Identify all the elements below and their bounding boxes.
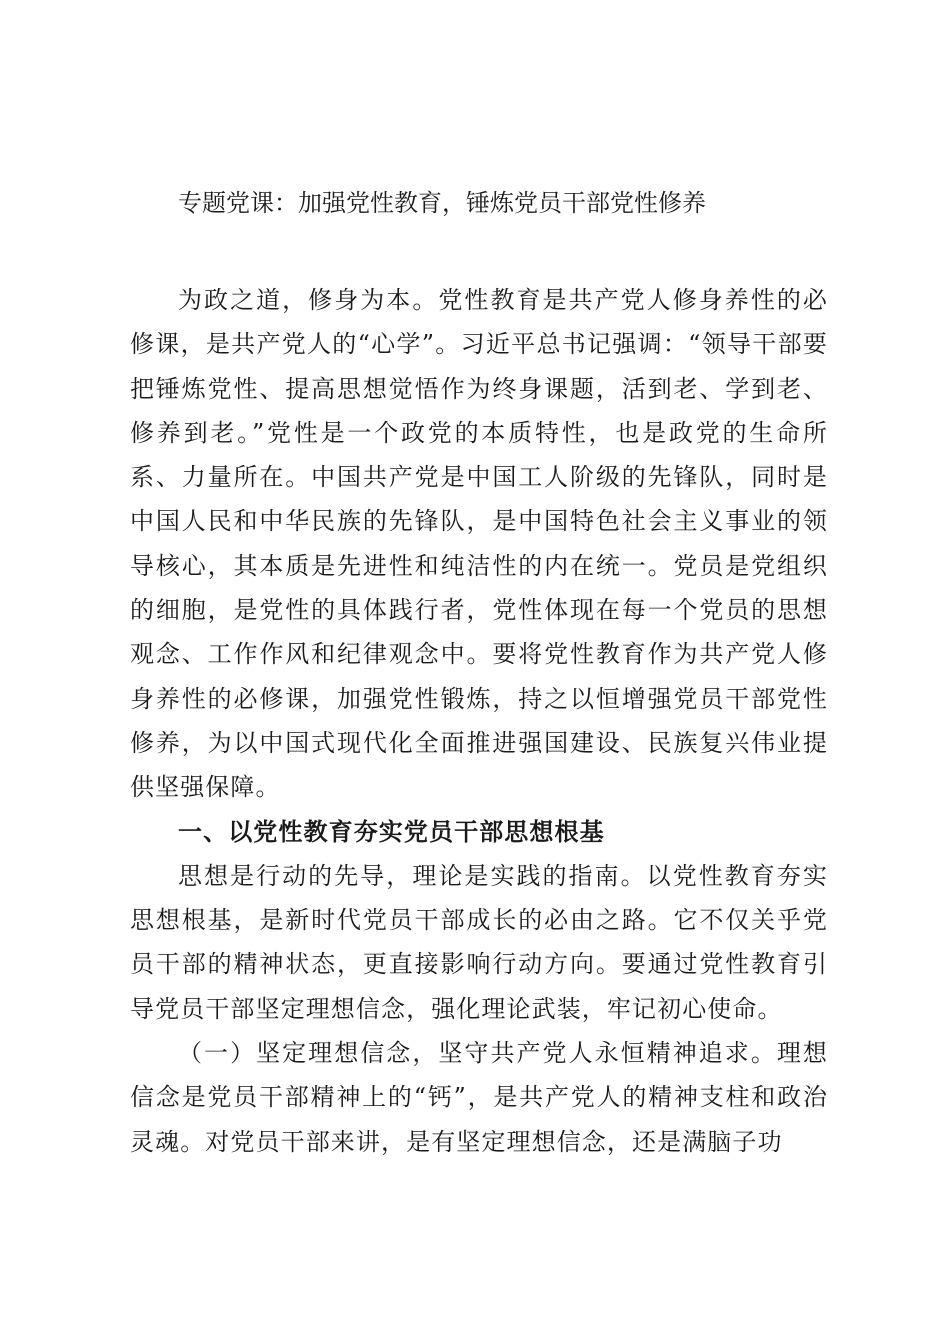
section-heading-1: 一、以党性教育夯实党员干部思想根基 <box>178 816 605 846</box>
section-1-paragraph: 思想是行动的先导，理论是实践的指南。以党性教育夯实思想根基，是新时代党员干部成长的必由之路。它不仅关乎党员干部的精神状态，更直接影响行动方向。要通过党性教育引导党员干部坚定理想信念，强化理论武装，牢记初心使命。 <box>130 861 828 1023</box>
subsection-1-paragraph: （一）坚定理想信念，坚守共产党人永恒精神追求。理想信念是党员干部精神上的“钙”，是共产党人的精神支柱和政治灵魂。对党员干部来讲，是有坚定理想信念，还是满脑子功 <box>130 1039 828 1156</box>
intro-paragraph: 为政之道，修身为本。党性教育是共产党人修身养性的必修课，是共产党人的“心学”。习近平总书记强调：“领导干部要把锤炼党性、提高思想觉悟作为终身课题，活到老、学到老、修养到老。”党性是一个政党的本质特性，也是政党的生命所系、力量所在。中国共产党是中国工人阶级的先锋队，同时是中国人民和中华民族的先锋队，是中国特色社会主义事业的领导核心，其本质是先进性和纯洁性的内在统一。党员是党组织的细胞，是党性的具体践行者，党性体现在每一个党员的思想观念、工作作风和纪律观念中。要将党性教育作为共产党人修身养性的必修课，加强党性锻炼，持之以恒增强党员干部党性修养，为以中国式现代化全面推进强国建设、民族复兴伟业提供坚强保障。 <box>130 286 828 802</box>
document-body <box>130 278 828 1164</box>
document-title: 专题党课：加强党性教育，锤炼党员干部党性修养 <box>178 189 706 217</box>
